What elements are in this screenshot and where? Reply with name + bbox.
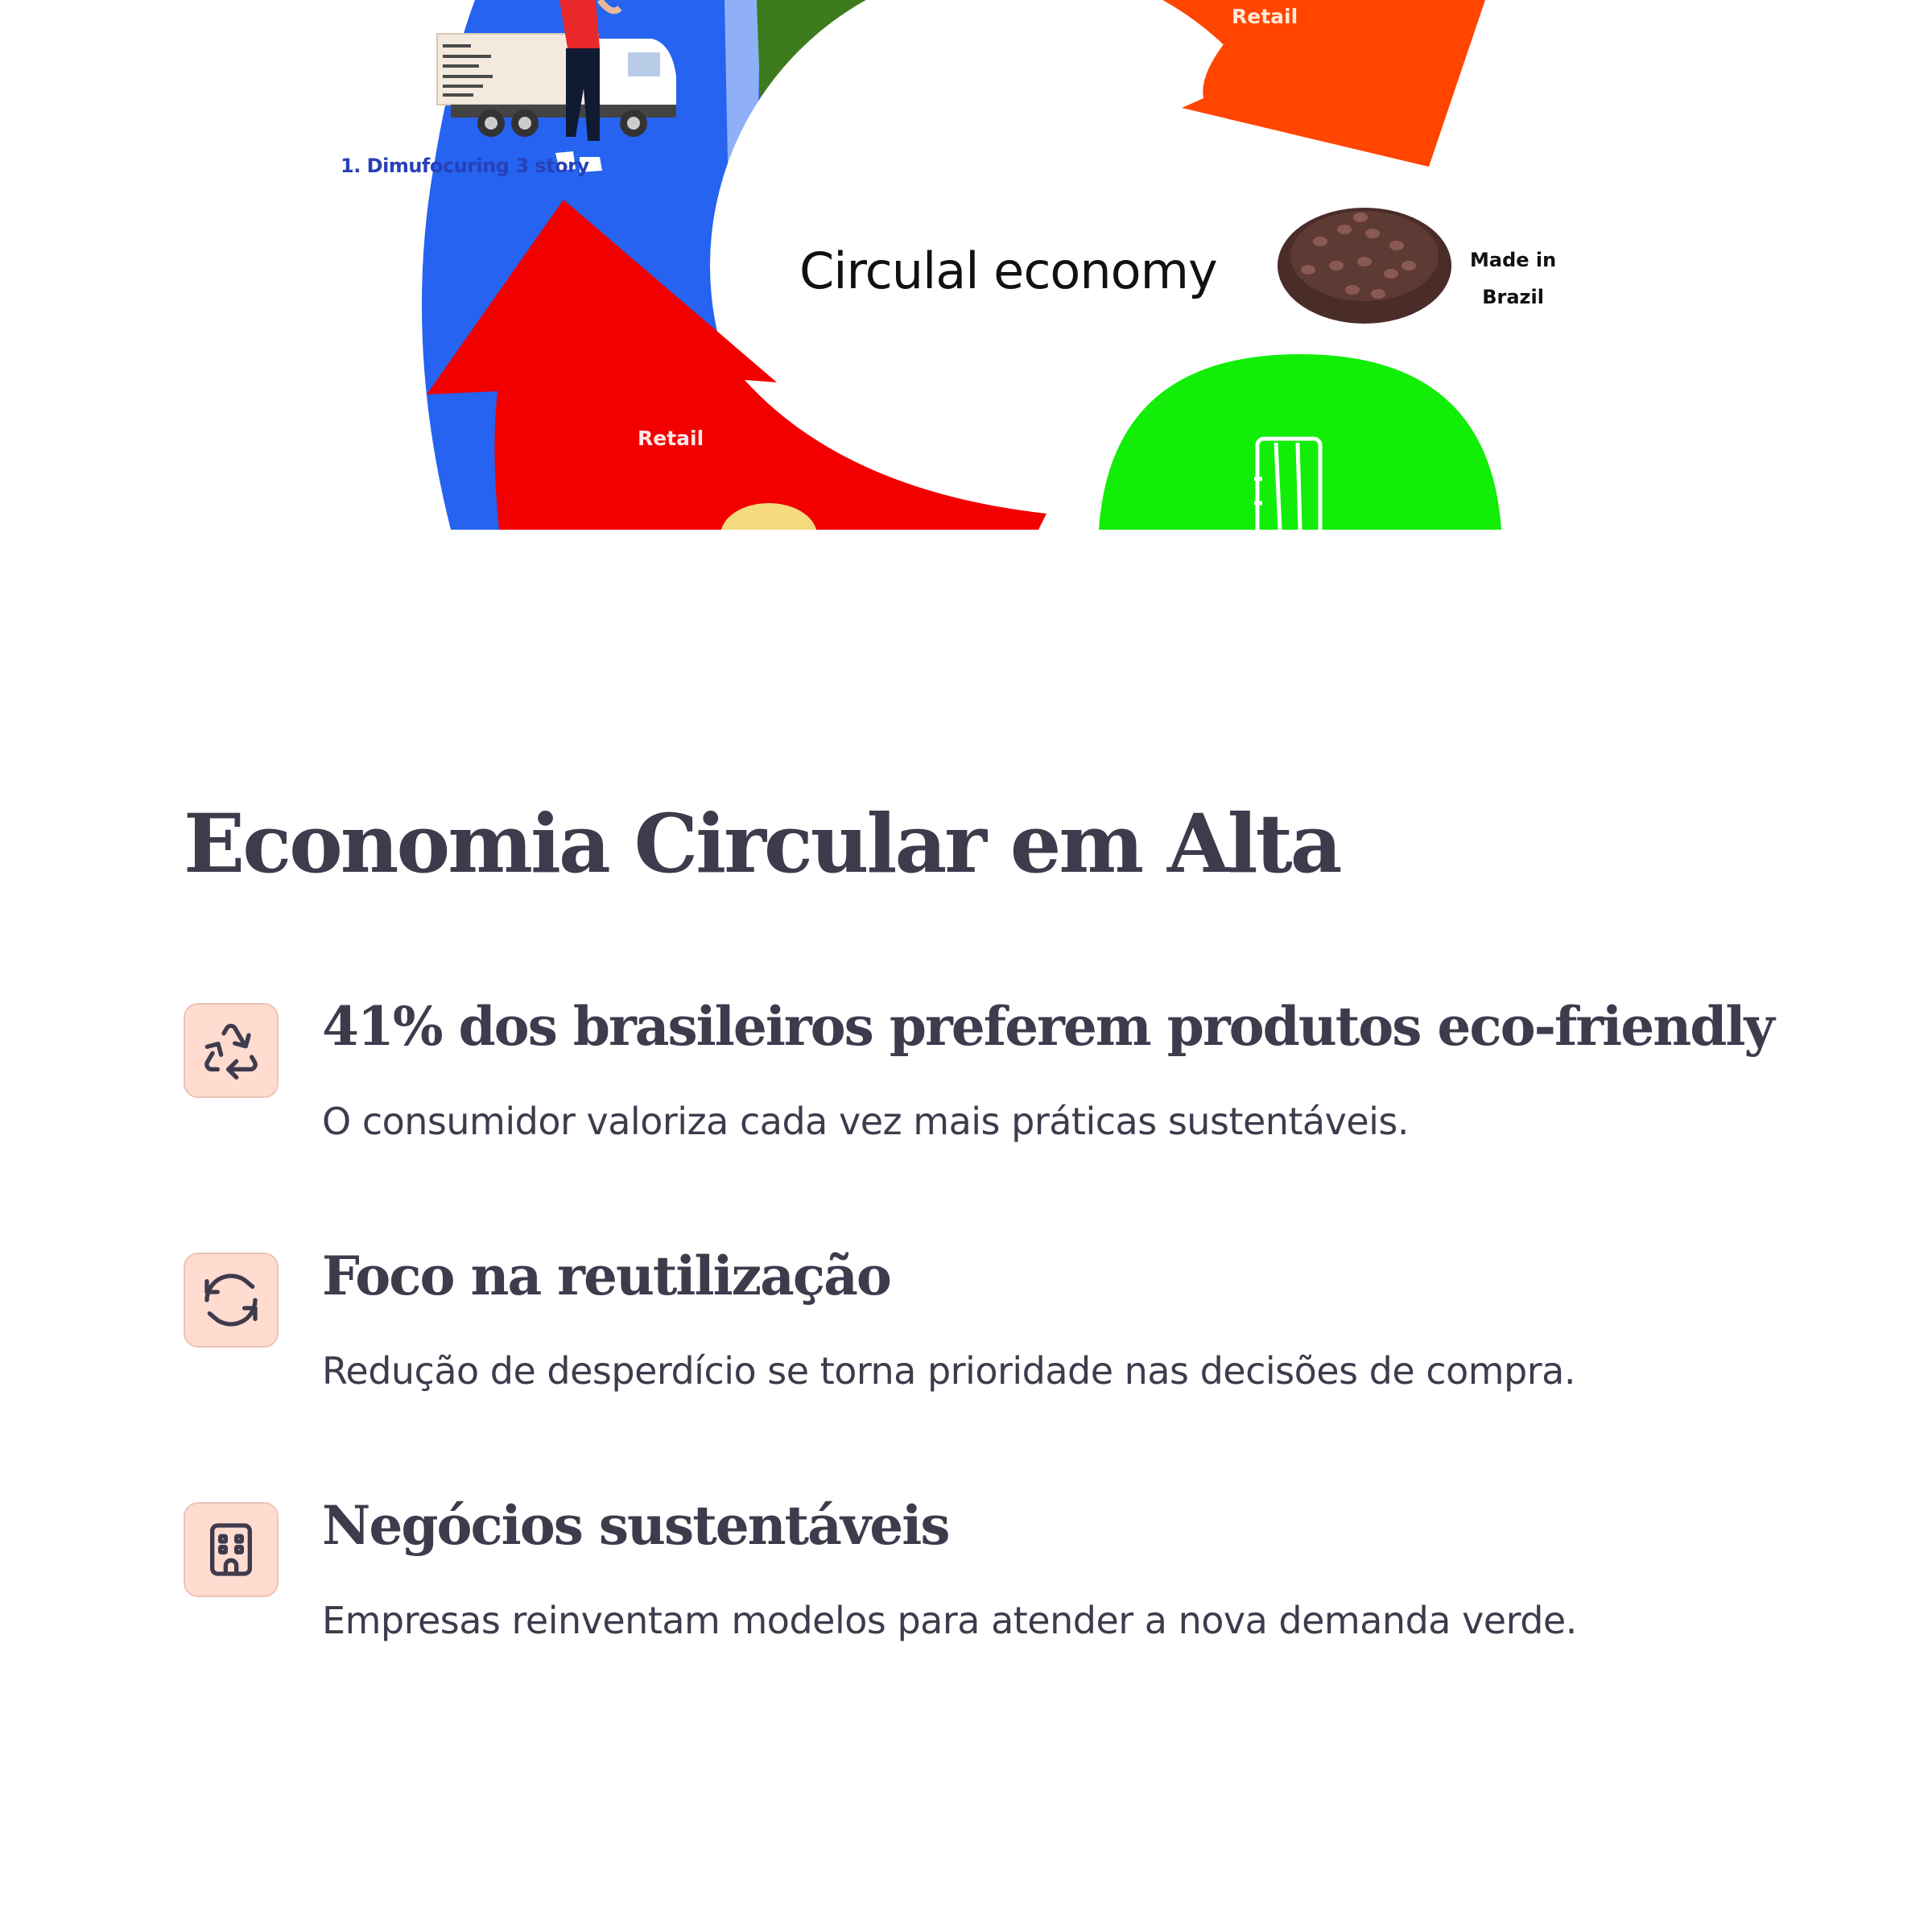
feature-icon-box <box>184 1003 279 1098</box>
recycle-icon <box>199 1018 263 1083</box>
building-icon <box>199 1517 263 1582</box>
feature-icon-box <box>184 1502 279 1597</box>
feature-item <box>184 1245 1794 1414</box>
feature-description: O consumidor valoriza cada vez mais práticas sustentáveis. <box>322 1100 1410 1143</box>
feature-item <box>184 995 1794 1164</box>
retail-label-top: Retail <box>1232 5 1298 28</box>
feature-description: Empresas reinventam modelos para atender a nova demanda verde. <box>322 1599 1577 1642</box>
feature-heading: Negócios sustentáveis <box>322 1494 949 1557</box>
made-in-line-2: Brazil <box>1482 286 1544 308</box>
step-label: 1. Dimufocuring 3 story <box>341 155 589 177</box>
feature-item <box>184 1494 1794 1663</box>
feature-heading: 41% dos brasileiros preferem produtos eco-friendly <box>322 995 1773 1058</box>
feature-icon-box <box>184 1253 279 1348</box>
section-title: Economia Circular em Alta <box>184 796 1340 891</box>
feature-description: Redução de desperdício se torna prioridade nas decisões de compra. <box>322 1349 1575 1393</box>
made-in-brazil-label <box>1470 242 1556 316</box>
refresh-icon <box>199 1268 263 1332</box>
hero-illustration <box>0 0 1932 530</box>
made-in-line-1: Made in <box>1470 249 1557 271</box>
coffee-beans-image <box>1278 208 1451 324</box>
retail-label-left: Retail <box>638 427 704 450</box>
feature-heading: Foco na reutilização <box>322 1245 890 1307</box>
diagram-title: Circulal economy <box>799 242 1217 300</box>
